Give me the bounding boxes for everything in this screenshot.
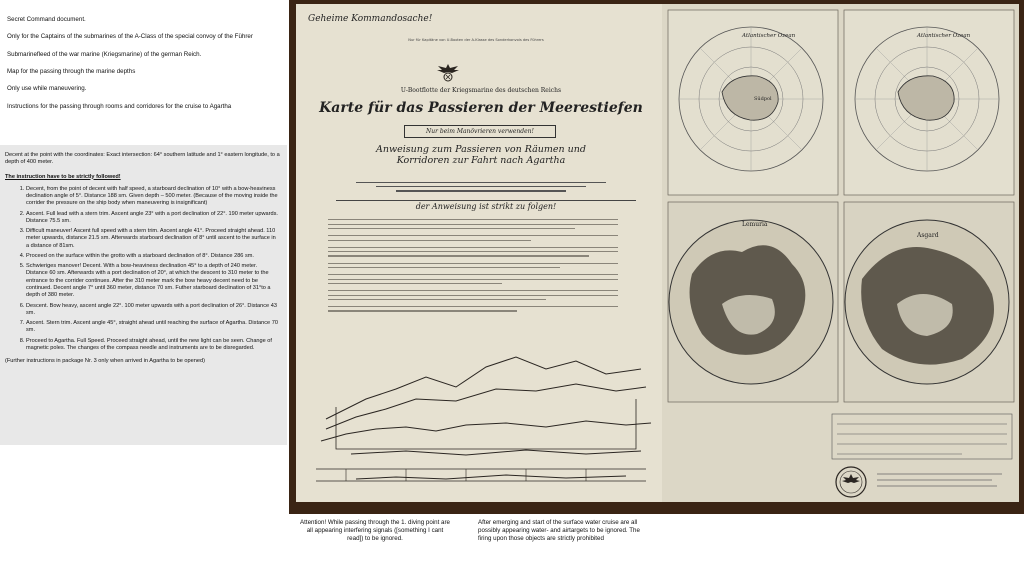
map-label-lemuria: Lemuria xyxy=(742,221,768,228)
instruction-title-line: Anweisung zum Passieren von Räumen und xyxy=(376,144,586,155)
instruction-title-line: Korridoren zur Fahrt nach Agartha xyxy=(396,154,566,166)
map-label-atlantic: Atlantischer Ozean xyxy=(917,33,971,39)
step-item: 4. Proceed on the surface within the grotto with a starboard declination of 8°. Distance 286 sm. xyxy=(26,253,280,260)
intro-line: Instructions for the passing through rooms and corridores for the cruise to Agartha xyxy=(7,102,232,110)
map-label-sudpol: Südpol xyxy=(754,96,772,102)
step-item: 6. Descent. Bow heavy, ascent angle 22°. 100 meter upwards with a port declination of 26°. Distance 43 sm. xyxy=(26,303,280,318)
must-follow-heading: The instruction have to be strictly followed! xyxy=(5,173,121,180)
coordinates-text: Decent at the point with the coordinates: Exact intersection: 64° southern latitude and 1° eastern longitude, to a depth of 400 meter. xyxy=(5,152,280,166)
polar-map-2 xyxy=(844,10,1014,195)
steps-list xyxy=(5,186,280,352)
form-fields xyxy=(832,414,1012,459)
step-item: 5. Schwieriges manover! Decent. With a bow-heaviness declination 45° to a depth of 240 meter. Distance 60 sm. Afterwards with a port declination of 20°, at which the descent to 310 meter to the entrance to the corrider continues. After the 310 meter mark the bow heavy decent need to be continued. Decent angle 7° until 360 meter, distance 70 sm. Futher starboard declination of 31°to a depth of 380 meter. xyxy=(26,263,280,299)
step-item: 8. Proceed to Agartha. Full Speed. Proceed straight ahead, until the new light can be seen. Change of magnetic poles. The changes of the compass needle and instruments are to be disregarded. xyxy=(26,338,280,353)
map-sheet-right xyxy=(662,4,1019,502)
step-item: 7. Ascent. Stern trim. Ascent angle 45°, straight ahead until reaching the surface of Agartha. Distance 70 sm. xyxy=(26,320,280,335)
further-instructions: (Further instructions in package Nr. 3 only when arrived in Agartha to be opened) xyxy=(5,358,205,365)
intro-line: Submarinefleed of the war marine (Kriegsmarine) of the german Reich. xyxy=(7,50,202,58)
map-sheet-left xyxy=(296,4,662,502)
secret-header: Geheime Kommandosache! xyxy=(308,14,433,24)
map-globes xyxy=(662,4,1019,502)
intro-line: Map for the passing through the marine depths xyxy=(7,68,136,76)
map-label-asgard: Asgard xyxy=(917,232,939,239)
step-item: 2. Ascent. Full lead with a stern trim. Ascent angle 23° with a port declination of 22°. 190 meter upwards. Distance 75.5 sm. xyxy=(26,211,280,226)
instruction-title xyxy=(316,145,646,167)
hollow-earth-map-asgard xyxy=(844,202,1014,402)
intro-line: Only use while maneuvering. xyxy=(7,85,87,93)
depth-profile-diagram xyxy=(306,329,656,494)
eagle-seal-icon xyxy=(834,465,868,499)
signature-lines xyxy=(877,474,1002,486)
translation-intro xyxy=(7,16,282,120)
intro-line: Secret Command document. xyxy=(7,16,86,23)
caption-diving-point: Attention! While passing through the 1. diving point are all appearing interfering signals ([something I cant read]) to be ignored. xyxy=(300,519,450,543)
step-item: 3. Difficult maneuver! Ascent full speed with a stern trim. Ascent angle 41°. Proceed straight ahead. 110 meter upwards, distance 21.5 sm. Afterwards starboard declination of 8° until ascent to the surface in a distance of 81sm. xyxy=(26,228,280,250)
caption-surface-cruise: After emerging and start of the surface water cruise are all possibly appearing water- and airtargets to be ignored. The firing upon those objects are strictly prohibited xyxy=(478,519,640,543)
instruction-body-lines xyxy=(328,216,618,315)
hollow-earth-map-lemuria xyxy=(668,202,838,402)
strict-line: der Anweisung ist strikt zu folgen! xyxy=(336,200,636,211)
ubootflotte-line: U-Bootflotte der Kriegsmarine des deutschen Reichs xyxy=(400,87,562,94)
eagle-emblem-icon xyxy=(436,61,460,83)
map-label-atlantic: Atlantischer Ozean xyxy=(742,33,796,39)
map-title: Karte für das Passieren der Meerestiefen xyxy=(319,100,643,116)
intro-line: Only for the Captains of the submarines of the A-Class of the special convoy of the Führer xyxy=(7,33,253,41)
captains-line: Nur für Kapitäne von U-Booten der A-Klasse des Sonderkonvois des Führers xyxy=(408,38,544,42)
step-item: 1. Decent, from the point of decent with half speed, a starboard declination of 10° with a bow-heaviness declination angle of 5°. Distance 188 sm. Given depth – 500 meter. (Because of the moving inside the corrider the pressure on the ship body when maneuvering is insignificant) xyxy=(26,186,280,208)
maneuver-note: Nur beim Manövrieren verwenden! xyxy=(404,125,556,138)
translation-instructions xyxy=(5,152,280,371)
map-photo xyxy=(289,0,1024,514)
polar-map-1 xyxy=(668,10,838,195)
caps-text-lines xyxy=(356,179,606,195)
